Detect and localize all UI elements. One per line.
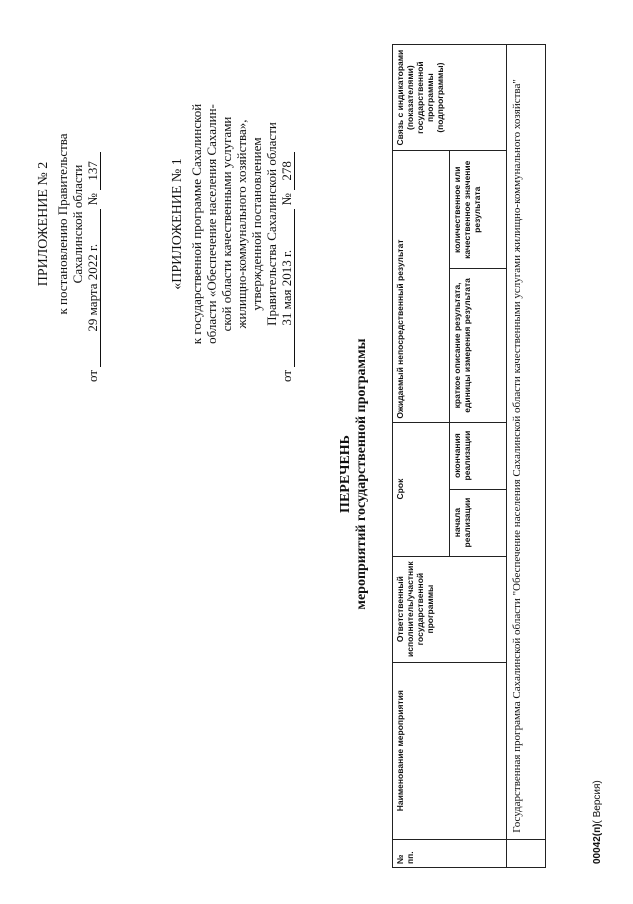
appendix-1-lines [189, 64, 279, 384]
header-indicator-link: Связь с индикаторами (показателями) государственной программы (подпрограммы) [393, 45, 507, 151]
from-label: от [85, 369, 100, 382]
table-row [507, 45, 546, 868]
list-subtitle: мероприятий государственной программы [354, 338, 369, 610]
appendix-2-title: ПРИЛОЖЕНИЕ № 2 [36, 161, 51, 287]
number-label: № [85, 193, 100, 206]
header-term: Срок [393, 422, 450, 556]
appendix-2-date-line [85, 64, 101, 384]
header-result: Ожидаемый непосредственный результат [393, 151, 450, 422]
appendix-1-line: жилищно-коммунального хозяйства», [234, 119, 249, 329]
header-start: начала реализации [450, 489, 507, 556]
appendix-2-header [36, 64, 101, 384]
header-end: окончания реализации [450, 422, 507, 489]
program-row: Государственная программа Сахалинской области "Обеспечение населения Сахалинской области качественными услугами жилищно-коммунального хозяйства" [507, 45, 546, 840]
appendix-1-title: «ПРИЛОЖЕНИЕ № 1 [170, 158, 185, 290]
appendix-1-line: Правительства Сахалинской области [264, 122, 279, 326]
list-title: ПЕРЕЧЕНЬ [338, 435, 353, 513]
document-code: 00042(п) [592, 823, 603, 864]
appendix-1-line: к государственной программе Сахалинской [189, 103, 204, 345]
appendix-1-date: 31 мая 2013 г. [279, 209, 295, 367]
measures-table [392, 44, 546, 868]
appendix-1-line: утвержденной постановлением [249, 137, 264, 311]
document-version: ( Версия) [592, 780, 603, 824]
appendix-1-line: области «Обеспечение населения Сахалин- [204, 104, 219, 344]
document-footer [592, 780, 603, 864]
appendix-1-line: ской области качественными услугами [219, 116, 234, 332]
header-num: № пп. [393, 839, 507, 867]
appendix-2-date: 29 марта 2022 г. [85, 209, 101, 367]
number-label: № [279, 193, 294, 206]
table-header-row [393, 45, 450, 868]
appendix-2-line1: к постановлению Правительства [55, 133, 70, 315]
appendix-1-header [170, 64, 295, 384]
appendix-2-line2: Сахалинской области [70, 164, 85, 284]
page-title [338, 244, 370, 704]
header-name: Наименование мероприятия [393, 662, 507, 839]
appendix-1-date-line [279, 64, 295, 384]
from-label: от [279, 369, 294, 382]
program-row-num [507, 839, 546, 867]
header-responsible: Ответственный исполнитель/участник государственной программы [393, 556, 507, 662]
appendix-1-number: 278 [279, 152, 295, 190]
appendix-2-number: 137 [85, 152, 101, 190]
header-result-desc: краткое описание результата, единицы измерения результата [450, 269, 507, 422]
header-result-value: количественное или качественное значение результата [450, 151, 507, 269]
